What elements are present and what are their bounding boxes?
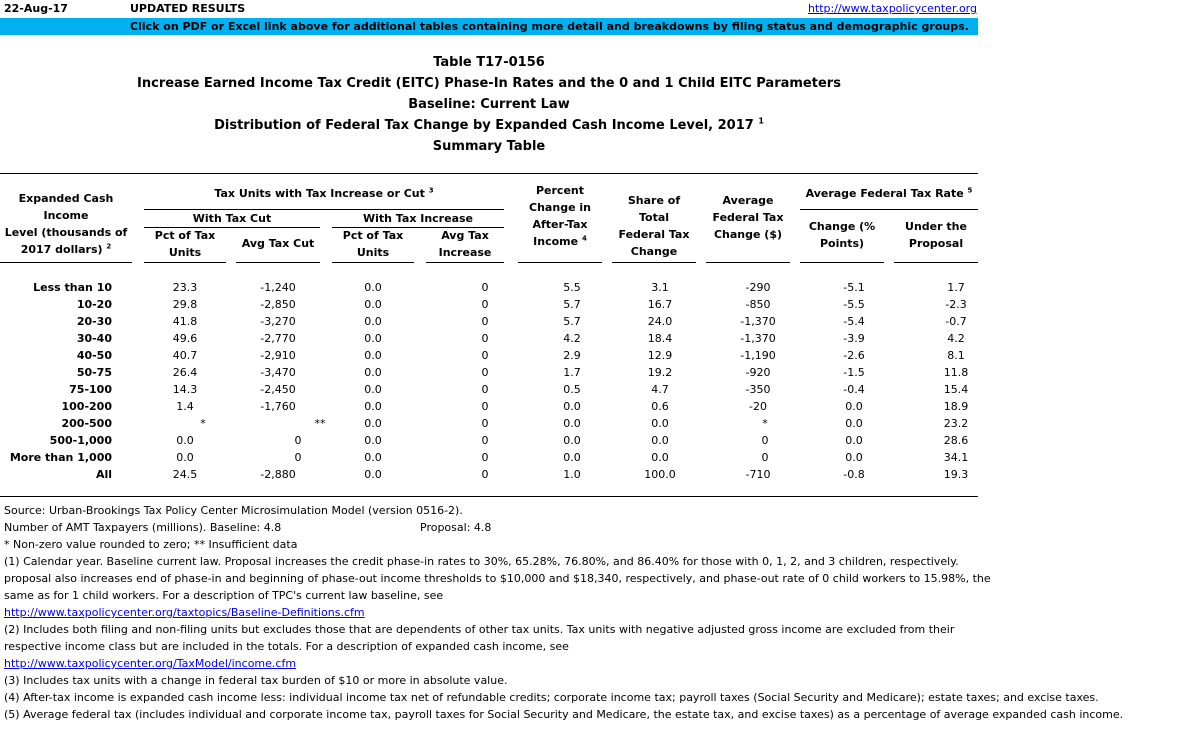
col-rule-pct-units: [144, 262, 226, 263]
note-2a: (2) Includes both filing and non-filing units but excludes those that are dependents of other tax units. Tax units with negative adjusted gross income are excluded from their: [4, 623, 955, 636]
table-row: 50-75 26.4 -3,470 0.0 0 1.7 19.2 -920 -1.5 11.8: [76, 366, 969, 379]
table-row: 200-500 * ** 0.0 0 0.0 0.0 * 0.0 23.2: [61, 417, 969, 430]
pct-change-header: Percent Change in After-Tax Income $^4$: [529, 184, 591, 248]
note-2b: respective income class but are included in the totals. For a description of expanded cash income, see: [4, 640, 569, 653]
taxunits-header: Tax Units with Tax Increase or Cut $^3$: [214, 186, 434, 200]
baseline-definitions-link[interactable]: http://www.taxpolicycenter.org/taxtopics/Baseline-Definitions.cfm: [4, 606, 365, 619]
distribution-title: Distribution of Federal Tax Change by Expanded Cash Income Level, 2017 $^1$: [214, 116, 764, 133]
col-rule-avgfed: [706, 262, 790, 263]
baseline-title: Baseline: Current Law: [408, 97, 570, 112]
amt-note: Number of AMT Taxpayers (millions). Baseline: 4.8 Proposal: 4.8: [4, 521, 492, 534]
table-row: More than 1,000 0.0 0 0.0 0 0.0 0.0 0 0.0 34.1: [9, 451, 969, 464]
avg-fed-change-header: Average Federal Tax Change ($): [712, 194, 784, 241]
info-banner: Click on PDF or Excel link above for additional tables containing more detail and breakdowns by filing status and demographic groups.: [0, 18, 978, 35]
under-proposal-header: Under the Proposal: [905, 220, 967, 250]
tpc-website-link[interactable]: http://www.taxpolicycenter.org: [807, 2, 977, 15]
note-1b: proposal also increases end of phase-in and beginning of phase-out income thresholds to $10,000 and $18,340, respectively, and phase-out rate of 0 child workers to 15.98%, the: [4, 572, 991, 585]
income-level-header: Expanded Cash Income Level (thousands of 2017 dollars) $^2$: [4, 192, 128, 256]
report-date: 22-Aug-17: [4, 2, 68, 15]
income-definition-link[interactable]: http://www.taxpolicycenter.org/TaxModel/income.cfm: [4, 657, 297, 670]
table-row: All 24.5 -2,880 0.0 0 1.0 100.0 -710 -0.8 19.3: [95, 468, 969, 481]
note-5: (5) Average federal tax (includes individual and corporate income tax, payroll taxes for Social Security and Medicare, the estate tax, and excise taxes) as a percentage of average expanded cash income.: [4, 708, 1124, 721]
nonzero-note: * Non-zero value rounded to zero; ** Insufficient data: [4, 538, 298, 551]
col-rule-pct-units-inc: [332, 262, 414, 263]
col-rule-share: [612, 262, 696, 263]
table-row: 10-20 29.8 -2,850 0.0 0 5.7 16.7 -850 -5.5 -2.3: [76, 298, 967, 311]
table-row: 40-50 40.7 -2,910 0.0 0 2.9 12.9 -1,190 -2.6 8.1: [76, 349, 965, 362]
table-row: 100-200 1.4 -1,760 0.0 0 0.0 0.6 -20 0.0 18.9: [61, 400, 969, 413]
col-rule-avg-cut: [236, 262, 320, 263]
table-bottom-rule: [0, 496, 978, 497]
note-4: (4) After-tax income is expanded cash income less: individual income tax net of refundable credits; corporate income tax; payroll taxes (Social Security and Medicare); estate taxes; and excise taxes.: [4, 691, 1099, 704]
with-increase-header: With Tax Increase: [362, 212, 474, 225]
summary-title: Summary Table: [432, 139, 546, 154]
avg-tax-increase-header: Avg Tax Increase: [438, 229, 492, 259]
note-1c: same as for 1 child workers. For a description of TPC's current law baseline, see: [4, 589, 444, 602]
note-3: (3) Includes tax units with a change in federal tax burden of $10 or more in absolute value.: [4, 674, 508, 687]
col-rule-income: [0, 262, 132, 263]
col-rule-avg-inc: [426, 262, 504, 263]
col-rule-pct-change: [518, 262, 602, 263]
table-row: Less than 10 23.3 -1,240 0.0 0 5.5 3.1 -290 -5.1 1.7: [33, 281, 965, 294]
avg-tax-cut-header: Avg Tax Cut: [241, 237, 315, 250]
table-row: 30-40 49.6 -2,770 0.0 0 4.2 18.4 -1,370 -3.9 4.2: [76, 332, 965, 345]
table-row: 20-30 41.8 -3,270 0.0 0 5.7 24.0 -1,370 -5.4 -0.7: [76, 315, 967, 328]
top-bar: [0, 2, 980, 18]
rate-rule: [800, 209, 978, 210]
table-row: 500-1,000 0.0 0 0.0 0 0.0 0.0 0 0.0 28.6: [49, 434, 969, 447]
with-cut-header: With Tax Cut: [192, 212, 272, 225]
avg-fed-rate-header: Average Federal Tax Rate $^5$: [805, 186, 973, 200]
table-row: 75-100 14.3 -2,450 0.0 0 0.5 4.7 -350 -0.4 15.4: [69, 383, 969, 396]
updated-results-label: UPDATED RESULTS: [130, 2, 246, 15]
table-title: Increase Earned Income Tax Credit (EITC) Phase-In Rates and the 0 and 1 Child EITC Parameters: [137, 76, 841, 91]
pct-units-cut-header: Pct of Tax Units: [154, 229, 216, 259]
footnotes: [4, 502, 1194, 723]
source-note: Source: Urban-Brookings Tax Policy Center Microsimulation Model (version 0516-2).: [4, 504, 463, 517]
note-1a: (1) Calendar year. Baseline current law. Proposal increases the credit phase-in rates to 30%, 65.28%, 76.80%, and 86.40% for those with 0, 1, 2, and 3 children, respectively.: [4, 555, 959, 568]
col-rule-rate-change: [800, 262, 884, 263]
header-top-rule: [0, 173, 978, 174]
table-number: Table T17-0156: [433, 55, 545, 70]
pct-units-inc-header: Pct of Tax Units: [342, 229, 404, 259]
table-titles: [0, 52, 978, 157]
share-total-header: Share of Total Federal Tax Change: [618, 194, 690, 258]
col-rule-under: [894, 262, 978, 263]
rate-change-header: Change (% Points): [808, 220, 876, 250]
